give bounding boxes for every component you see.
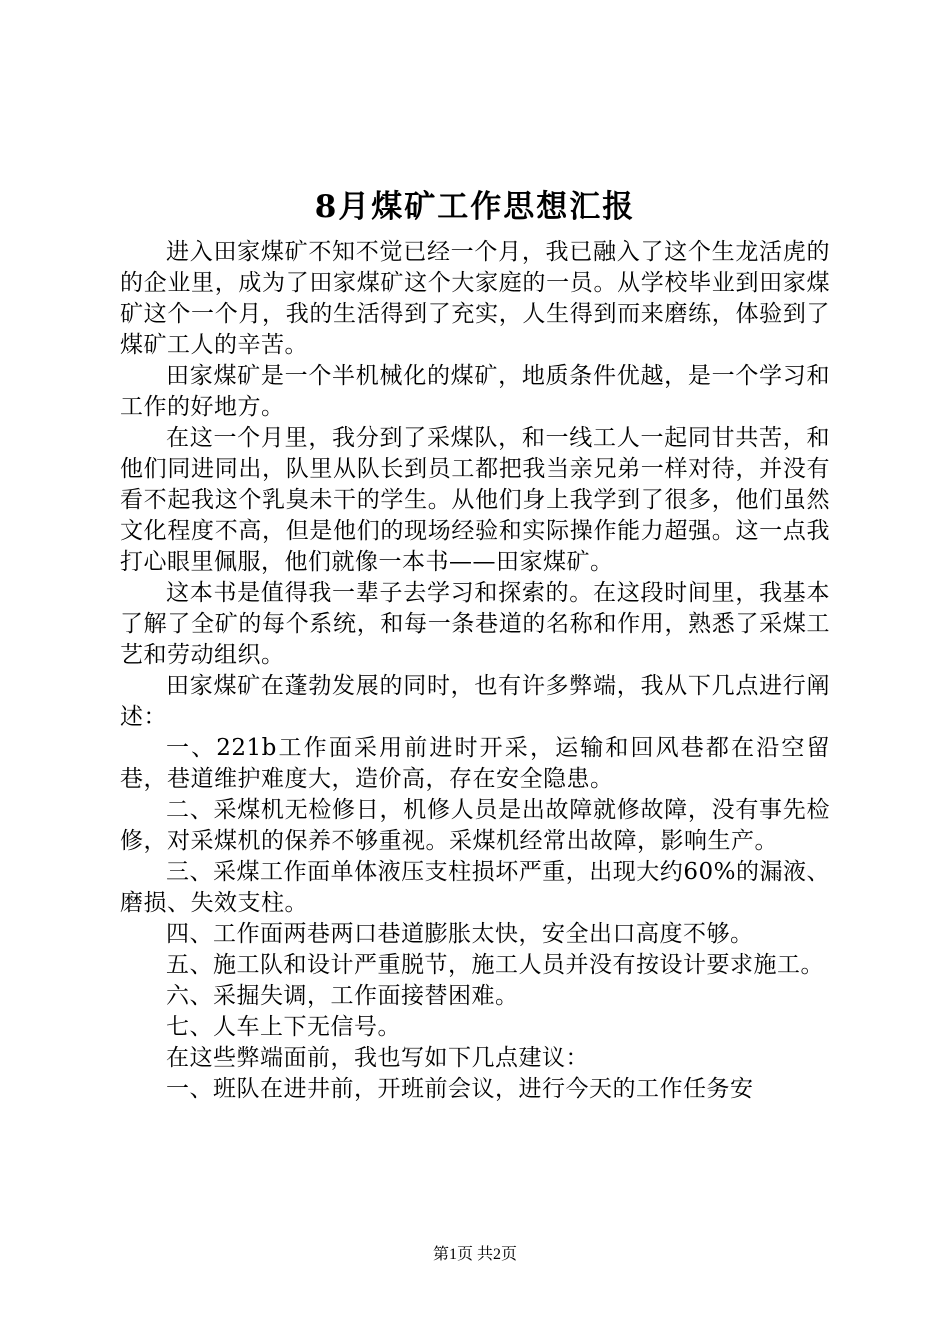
paragraph: 四、工作面两巷两口巷道膨胀太快，安全出口高度不够。 xyxy=(166,921,754,947)
document-title: 8月煤矿工作思想汇报 xyxy=(314,189,636,225)
paragraph: 一、221b工作面采用前进时开采，运输和回风巷都在沿空留巷，巷道维护难度大，造价高，存在安全隐患。 xyxy=(120,735,830,792)
paragraph: 二、采煤机无检修日，机修人员是出故障就修故障，没有事先检修，对采煤机的保养不够重视。采煤机经常出故障，影响生产。 xyxy=(120,797,830,854)
paragraph: 田家煤矿是一个半机械化的煤矿，地质条件优越，是一个学习和工作的好地方。 xyxy=(120,363,830,420)
paragraph: 五、施工队和设计严重脱节，施工人员并没有按设计要求施工。 xyxy=(166,952,824,978)
paragraph: 一、班队在进井前，开班前会议，进行今天的工作任务安 xyxy=(166,1076,754,1102)
document-body xyxy=(120,237,830,1105)
paragraph: 三、采煤工作面单体液压支柱损坏严重，出现大约60%的漏液、磨损、失效支柱。 xyxy=(120,859,830,916)
paragraph: 在这些弊端面前，我也写如下几点建议： xyxy=(166,1045,589,1071)
paragraph: 这本书是值得我一辈子去学习和探索的。在这段时间里，我基本了解了全矿的每个系统，和每一条巷道的名称和作用，熟悉了采煤工艺和劳动组织。 xyxy=(120,580,830,668)
paragraph: 六、采掘失调，工作面接替困难。 xyxy=(166,983,519,1009)
paragraph: 田家煤矿在蓬勃发展的同时，也有许多弊端，我从下几点进行阐述： xyxy=(120,673,830,730)
page-number-footer: 第1页 共2页 xyxy=(432,1246,517,1263)
paragraph: 进入田家煤矿不知不觉已经一个月，我已融入了这个生龙活虎的的企业里，成为了田家煤矿这个大家庭的一员。从学校毕业到田家煤矿这个一个月，我的生活得到了充实，人生得到而来磨练，体验到了煤矿工人的辛苦。 xyxy=(120,239,830,358)
paragraph: 在这一个月里，我分到了采煤队，和一线工人一起同甘共苦，和他们同进同出，队里从队长到员工都把我当亲兄弟一样对待，并没有看不起我这个乳臭未干的学生。从他们身上我学到了很多，他们虽然文化程度不高，但是他们的现场经验和实际操作能力超强。这一点我打心眼里佩服，他们就像一本书——田家煤矿。 xyxy=(120,425,830,575)
paragraph: 七、人车上下无信号。 xyxy=(166,1014,401,1040)
